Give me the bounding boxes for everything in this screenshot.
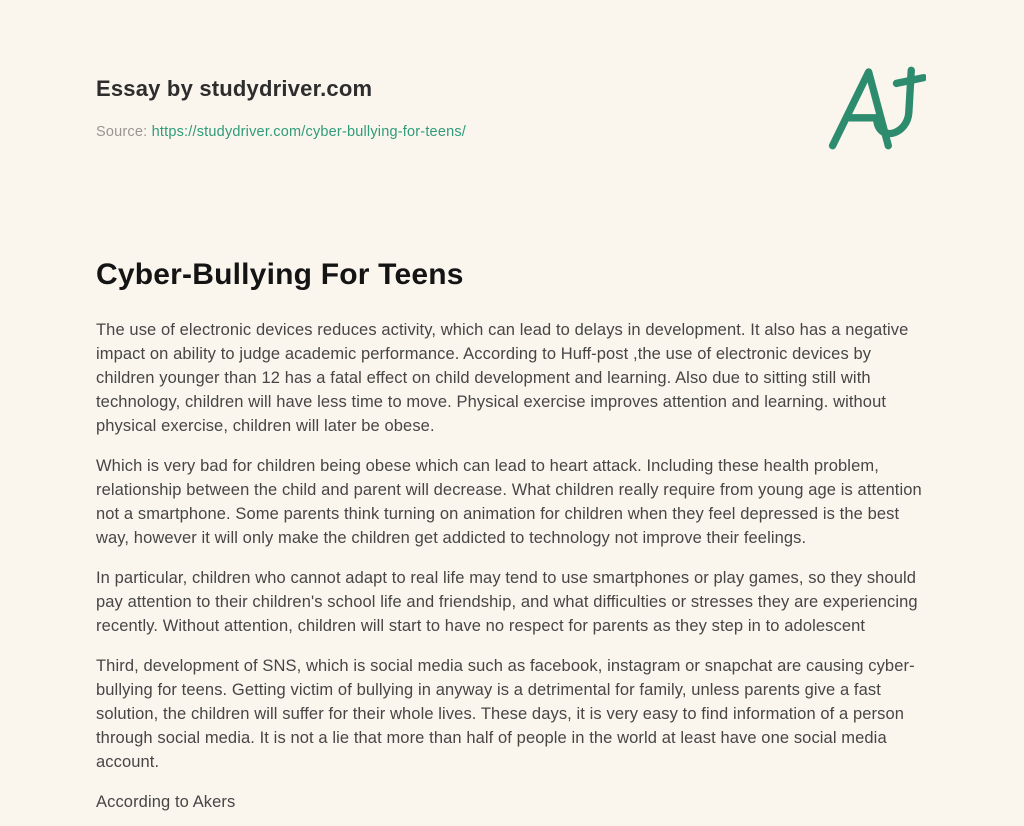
paragraph: In particular, children who cannot adapt to real life may tend to use smartphones or play games, so they should pay attention to their children's school life and friendship, and what difficulties or stresses they are experiencing recently. Without attention, children will start to have no respect for parents as they step in to adolescent <box>96 569 918 635</box>
source-url-link[interactable]: https://studydriver.com/cyber-bullying-for-teens/ <box>151 124 467 140</box>
page-header <box>96 62 928 154</box>
paragraph: The use of electronic devices reduces activity, which can lead to delays in development. It also has a negative impact on ability to judge academic performance. According to Huff-post ,the use of electronic devices by children younger than 12 has a fatal effect on child development and learning. Also due to sitting still with technology, children will have less time to move. Physical exercise improves attention and learning. without physical exercise, children will later be obese. <box>96 321 909 435</box>
paragraph: According to Akers <box>96 793 236 811</box>
paragraph: Third, development of SNS, which is social media such as facebook, instagram or snapchat are causing cyber-bullying for teens. Getting victim of bullying in anyway is a detrimental for family, unless parents give a fast solution, the children will suffer for their whole lives. These days, it is very easy to find information of a person through social media. It is not a lie that more than half of people in the world at least have one social media account. <box>96 657 915 771</box>
studydriver-logo-icon <box>826 62 926 154</box>
source-line <box>96 124 466 140</box>
essay-byline: Essay by studydriver.com <box>96 76 373 101</box>
source-label: Source: <box>96 124 148 140</box>
paragraph: Which is very bad for children being obese which can lead to heart attack. Including these health problem, relationship between the child and parent will decrease. What children really require from young age is attention not a smartphone. Some parents think turning on animation for children when they feel depressed is the best way, however it will only make the children get addicted to technology not improve their feelings. <box>96 457 922 547</box>
essay-title: Cyber-Bullying For Teens <box>96 258 464 291</box>
header-text-block <box>96 62 466 140</box>
essay-body <box>96 318 928 814</box>
